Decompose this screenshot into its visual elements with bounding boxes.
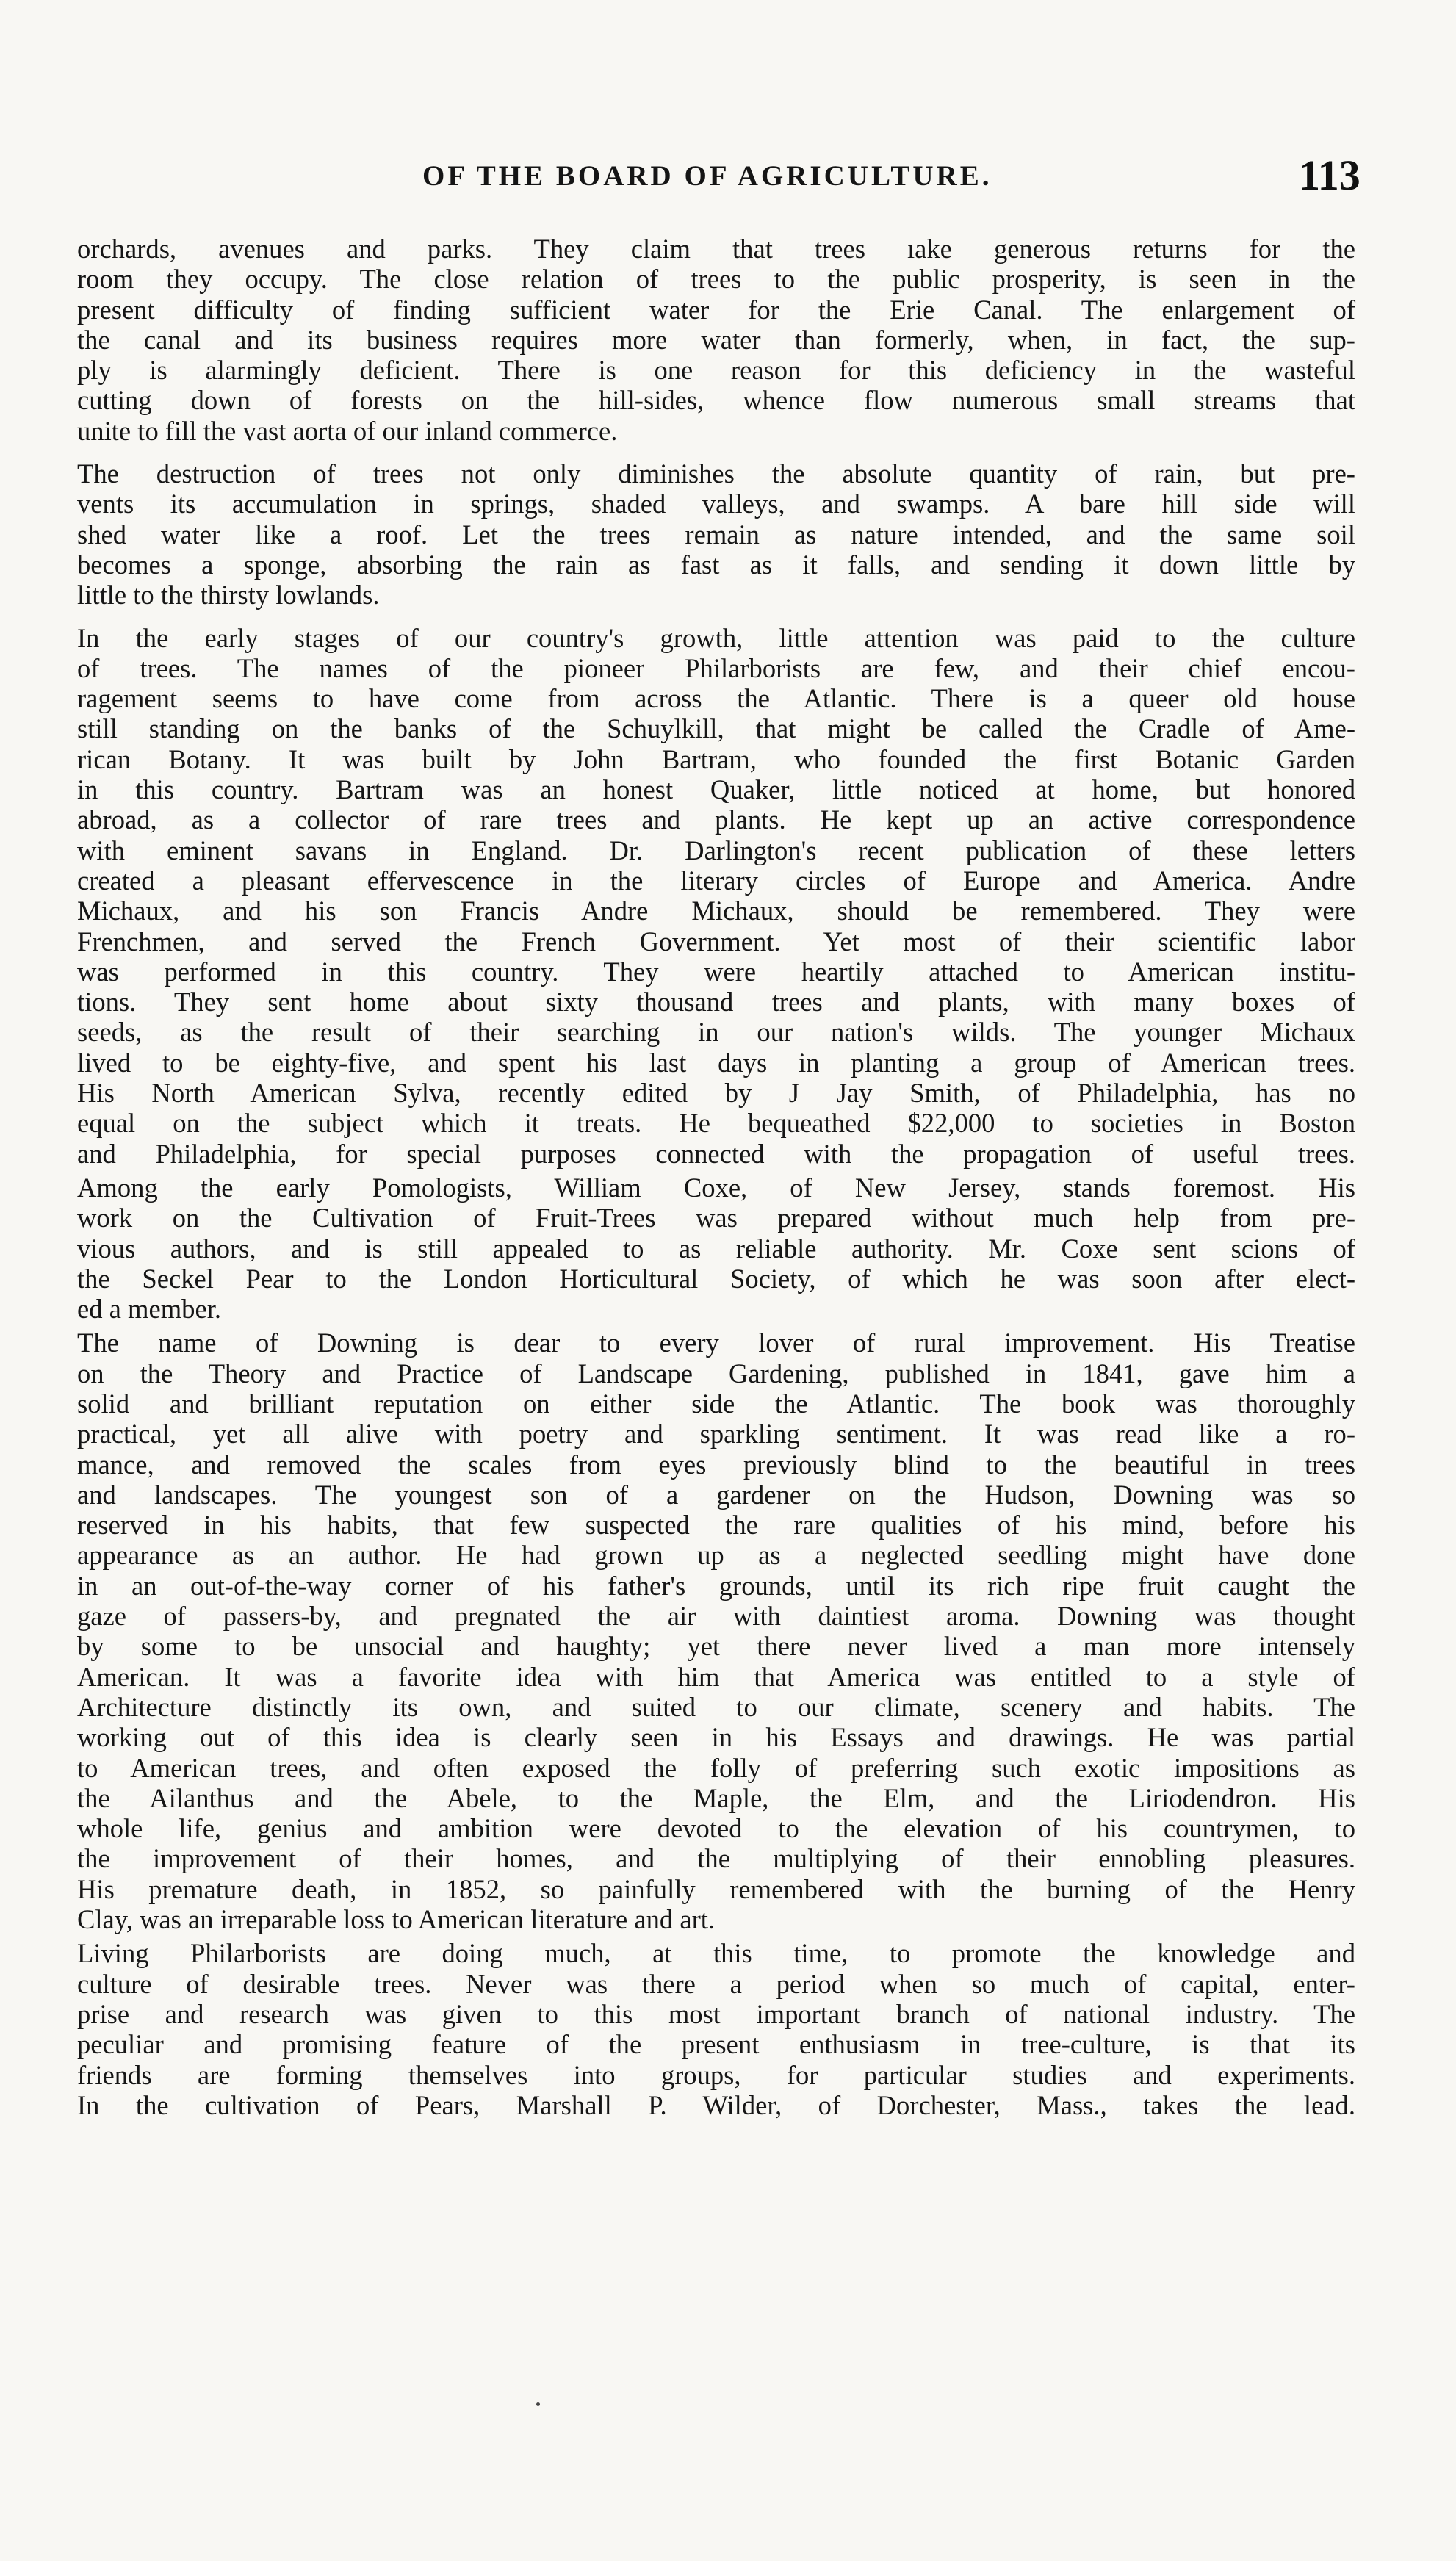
body-text	[77, 234, 1355, 2120]
paragraph	[77, 234, 1355, 446]
text-line: Among the early Pomologists, William Coxe, of New Jersey, stands foremost. His	[77, 1172, 1355, 1203]
text-line: little to the thirsty lowlands.	[77, 580, 380, 610]
paragraph	[77, 1938, 1355, 2120]
text-line: ragement seems to have come from across the Atlantic. There is a queer old house	[77, 683, 1355, 714]
text-line: shed water like a roof. Let the trees remain as nature intended, and the same soil	[77, 519, 1355, 550]
text-line: practical, yet all alive with poetry and sparkling sentiment. It was read like a ro-	[77, 1419, 1355, 1449]
text-line: ed a member.	[77, 1294, 222, 1325]
text-line: prise and research was given to this most important branch of national industry. The	[77, 1998, 1355, 2029]
text-line: In the early stages of our country's growth, little attention was paid to the culture	[77, 622, 1355, 653]
text-line: culture of desirable trees. Never was there a period when so much of capital, enter-	[77, 1968, 1355, 1999]
text-line: Michaux, and his son Francis Andre Michaux, should be remembered. They were	[77, 896, 1355, 926]
text-line: created a pleasant effervescence in the literary circles of Europe and America. Andre	[77, 865, 1355, 896]
text-line: gaze of passers-by, and pregnated the air with daintiest aroma. Downing was thought	[77, 1601, 1355, 1632]
text-line: in an out-of-the-way corner of his father's grounds, until its rich ripe fruit caught the	[77, 1570, 1355, 1601]
text-line: friends are forming themselves into groups, for particular studies and experiments.	[77, 2059, 1355, 2090]
text-line: vents its accumulation in springs, shaded valleys, and swamps. A bare hill side will	[77, 489, 1355, 519]
ink-speck	[536, 2402, 540, 2406]
text-line: in this country. Bartram was an honest Quaker, little noticed at home, but honored	[77, 774, 1355, 805]
text-line: cutting down of forests on the hill-sides, whence flow numerous small streams that	[77, 385, 1355, 416]
text-line: Living Philarborists are doing much, at this time, to promote the knowledge and	[77, 1938, 1355, 1969]
text-line: working out of this idea is clearly seen in his Essays and drawings. He was partial	[77, 1722, 1355, 1753]
text-line: becomes a sponge, absorbing the rain as fast as it falls, and sending it down little by	[77, 549, 1355, 580]
text-line: work on the Cultivation of Fruit-Trees was prepared without much help from pre-	[77, 1203, 1355, 1233]
text-line: the improvement of their homes, and the multiplying of their ennobling pleasures.	[77, 1843, 1355, 1874]
text-line: vious authors, and is still appealed to as reliable authority. Mr. Coxe sent scions of	[77, 1233, 1355, 1264]
text-line: lived to be eighty-five, and spent his last days in planting a group of American trees.	[77, 1047, 1355, 1078]
text-line: the Seckel Pear to the London Horticultural Society, of which he was soon after elect-	[77, 1263, 1355, 1294]
text-line: Frenchmen, and served the French Government. Yet most of their scientific labor	[77, 926, 1355, 957]
page-number: 113	[1299, 151, 1361, 199]
paragraph	[77, 1173, 1355, 1324]
text-line: orchards, avenues and parks. They claim that trees ıake generous returns for the	[77, 234, 1355, 264]
text-line: The destruction of trees not only diminishes the absolute quantity of rain, but pre-	[77, 458, 1355, 489]
text-line: present difficulty of finding sufficient water for the Erie Canal. The enlargement of	[77, 294, 1355, 325]
page-header	[0, 151, 1456, 202]
text-line: was performed in this country. They were heartily attached to American institu-	[77, 956, 1355, 987]
text-line: His premature death, in 1852, so painfully remembered with the burning of the Henry	[77, 1873, 1355, 1904]
text-line: tions. They sent home about sixty thousand trees and plants, with many boxes of	[77, 987, 1355, 1017]
text-line: the canal and its business requires more water than formerly, when, in fact, the sup-	[77, 324, 1355, 355]
text-line: equal on the subject which it treats. He bequeathed $22,000 to societies in Boston	[77, 1108, 1355, 1139]
paragraph	[77, 458, 1355, 610]
text-line: reserved in his habits, that few suspected the rare qualities of his mind, before his	[77, 1510, 1355, 1541]
text-line: whole life, genius and ambition were devoted to the elevation of his countrymen, to	[77, 1813, 1355, 1844]
text-line: His North American Sylva, recently edited by J Jay Smith, of Philadelphia, has no	[77, 1078, 1355, 1109]
text-line: In the cultivation of Pears, Marshall P. Wilder, of Dorchester, Mass., takes the lead.	[77, 2089, 1355, 2120]
text-line: by some to be unsocial and haughty; yet there never lived a man more intensely	[77, 1631, 1355, 1662]
text-line: Clay, was an irreparable loss to American literature and art.	[77, 1904, 716, 1935]
text-line: room they occupy. The close relation of trees to the public prosperity, is seen in the	[77, 264, 1355, 295]
text-line: Architecture distinctly its own, and suited to our climate, scenery and habits. The	[77, 1691, 1355, 1722]
text-line: solid and brilliant reputation on either side the Atlantic. The book was thoroughly	[77, 1388, 1355, 1419]
running-head: OF THE BOARD OF AGRICULTURE.	[422, 160, 992, 192]
text-line: rican Botany. It was built by John Bartram, who founded the first Botanic Garden	[77, 743, 1355, 774]
text-line: peculiar and promising feature of the present enthusiasm in tree-culture, is that its	[77, 2029, 1355, 2060]
text-line: and landscapes. The youngest son of a gardener on the Hudson, Downing was so	[77, 1479, 1355, 1510]
text-line: of trees. The names of the pioneer Philarborists are few, and their chief encou-	[77, 652, 1355, 683]
text-line: seeds, as the result of their searching in our nation's wilds. The younger Michaux	[77, 1017, 1355, 1048]
text-line: unite to fill the vast aorta of our inland commerce.	[77, 415, 618, 446]
text-line: to American trees, and often exposed the folly of preferring such exotic impositions as	[77, 1752, 1355, 1783]
text-line: The name of Downing is dear to every lover of rural improvement. His Treatise	[77, 1328, 1355, 1358]
text-line: mance, and removed the scales from eyes previously blind to the beautiful in trees	[77, 1449, 1355, 1480]
text-line: ply is alarmingly deficient. There is one reason for this deficiency in the wasteful	[77, 355, 1355, 386]
text-line: still standing on the banks of the Schuylkill, that might be called the Cradle of Ame-	[77, 713, 1355, 744]
text-line: and Philadelphia, for special purposes connected with the propagation of useful trees.	[77, 1138, 1355, 1169]
text-line: on the Theory and Practice of Landscape Gardening, published in 1841, gave him a	[77, 1358, 1355, 1388]
text-line: with eminent savans in England. Dr. Darlington's recent publication of these letters	[77, 835, 1355, 865]
text-line: American. It was a favorite idea with him that America was entitled to a style of	[77, 1661, 1355, 1692]
text-line: the Ailanthus and the Abele, to the Maple, the Elm, and the Liriodendron. His	[77, 1782, 1355, 1813]
paragraph	[77, 1328, 1355, 1934]
text-line: appearance as an author. He had grown up as a neglected seedling might have done	[77, 1540, 1355, 1571]
text-line: abroad, as a collector of rare trees and plants. He kept up an active correspondence	[77, 804, 1355, 835]
paragraph	[77, 623, 1355, 1169]
